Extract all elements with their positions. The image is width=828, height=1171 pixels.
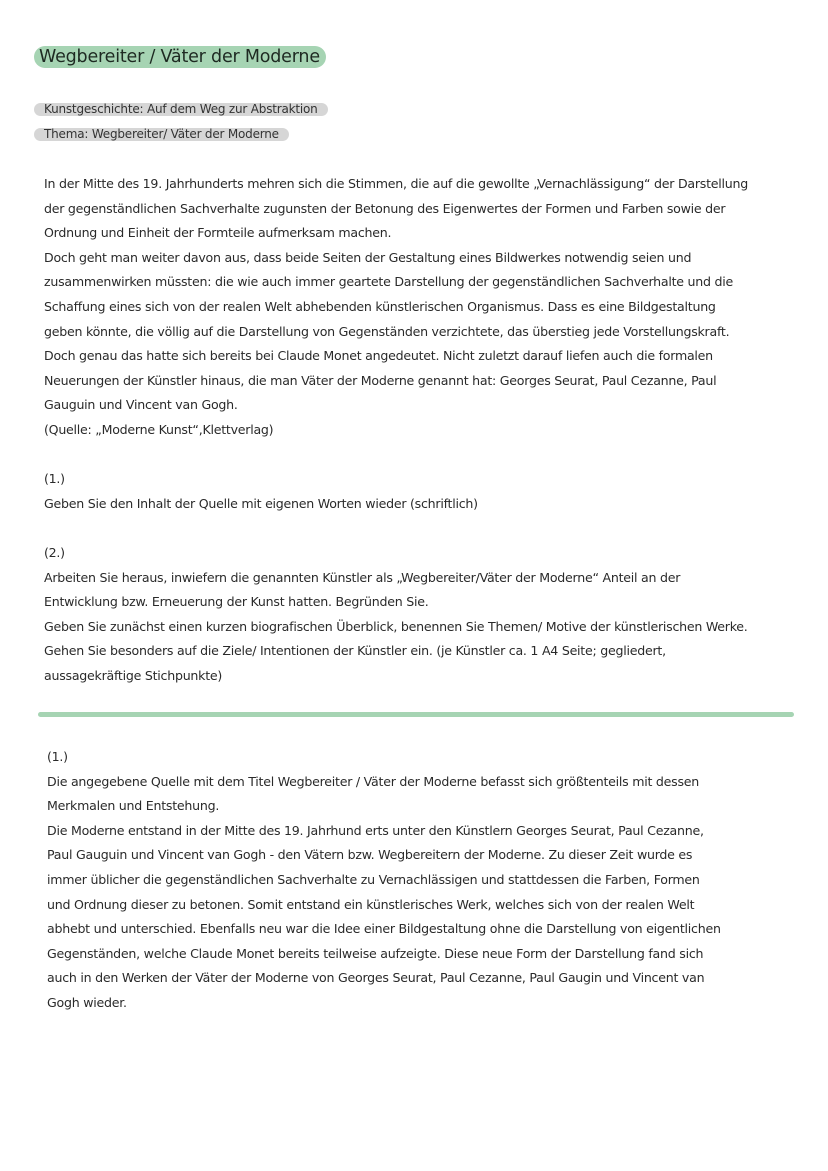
page-title: Wegbereiter / Väter der Moderne [34,46,326,68]
topic-subtitle: Thema: Wegbereiter/ Väter der Moderne [34,128,289,141]
text-line: Doch geht man weiter davon aus, dass beide Seiten der Gestaltung eines Bildwerkes notwendig seien und [44,249,692,265]
text-line: (2.) [44,544,65,560]
text-line: In der Mitte des 19. Jahrhunderts mehren sich die Stimmen, die auf die gewollte „Vernachlässigung“ der Darstellung [44,176,748,191]
text-line: Gogh wieder. [47,994,127,1010]
text-line: Geben Sie den Inhalt der Quelle mit eigenen Worten wieder (schriftlich) [44,495,478,511]
text-line: und Ordnung dieser zu betonen. Somit entstand ein künstlerisches Werk, welches sich von der realen Welt [47,896,695,912]
text-line: geben könnte, die völlig auf die Darstellung von Gegenständen verzichtete, das überstieg jede Vorstellungskraft. [44,323,730,339]
text-line: Arbeiten Sie heraus, inwiefern die genannten Künstler als „Wegbereiter/Väter der Moderne“ Anteil an der [44,569,681,585]
text-line: zusammenwirken müssten: die wie auch immer geartete Darstellung der gegenständlichen Sachverhalte und die [44,274,733,290]
text-line: Schaffung eines sich von der realen Welt abhebenden künstlerischen Organismus. Dass es eine Bildgestaltung [44,298,716,314]
text-line: (Quelle: „Moderne Kunst“,Klettverlag) [44,421,274,437]
text-line: Die angegebene Quelle mit dem Titel Wegbereiter / Väter der Moderne befasst sich größtenteils mit dessen [47,773,699,789]
text-line: Entwicklung bzw. Erneuerung der Kunst hatten. Begründen Sie. [44,594,429,610]
text-line: abhebt und unterschied. Ebenfalls neu war die Idee einer Bildgestaltung ohne die Darstellung von eigentlichen [47,921,721,937]
text-line: Doch genau das hatte sich bereits bei Claude Monet angedeutet. Nicht zuletzt darauf liefen auch die formalen [44,348,713,364]
course-subtitle: Kunstgeschichte: Auf dem Weg zur Abstraktion [34,103,328,116]
text-line: (1.) [44,471,65,487]
text-line: (1.) [47,749,68,764]
text-line: auch in den Werken der Väter der Moderne von Georges Seurat, Paul Cezanne, Paul Gaugin und Vincent van [47,970,705,986]
text-line: Ordnung und Einheit der Formteile aufmerksam machen. [44,225,392,241]
text-line: Gegenständen, welche Claude Monet bereits teilweise aufzeigte. Diese neue Form der Darstellung fand sich [47,945,704,961]
text-line: Paul Gauguin und Vincent van Gogh - den Vätern bzw. Wegbereitern der Moderne. Zu dieser Zeit wurde es [47,847,693,863]
text-line: Neuerungen der Künstler hinaus, die man Väter der Moderne genannt hat: Georges Seurat, Paul Cezanne, Paul [44,372,717,388]
text-line: Merkmalen und Entstehung. [47,798,220,814]
text-line [44,516,748,541]
section-divider [38,712,794,717]
text-line: Gauguin und Vincent van Gogh. [44,397,238,413]
text-line: Gehen Sie besonders auf die Ziele/ Intentionen der Künstler ein. (je Künstler ca. 1 A4 Seite; gegliedert, [44,643,666,659]
answer-text [47,745,721,1016]
text-line: der gegenständlichen Sachverhalte zugunsten der Betonung des Eigenwertes der Formen und Farben sowie der [44,200,726,216]
text-line: Geben Sie zunächst einen kurzen biografischen Überblick, benennen Sie Themen/ Motive der künstlerischen Werke. [44,618,748,634]
text-line [44,443,748,468]
text-line: Die Moderne entstand in der Mitte des 19. Jahrhund erts unter den Künstlern Georges Seurat, Paul Cezanne, [47,822,704,838]
text-line: aussagekräftige Stichpunkte) [44,667,223,683]
text-line: immer üblicher die gegenständlichen Sachverhalte zu Vernachlässigen und stattdessen die Farben, Formen [47,871,700,887]
source-text-and-tasks [44,172,748,688]
